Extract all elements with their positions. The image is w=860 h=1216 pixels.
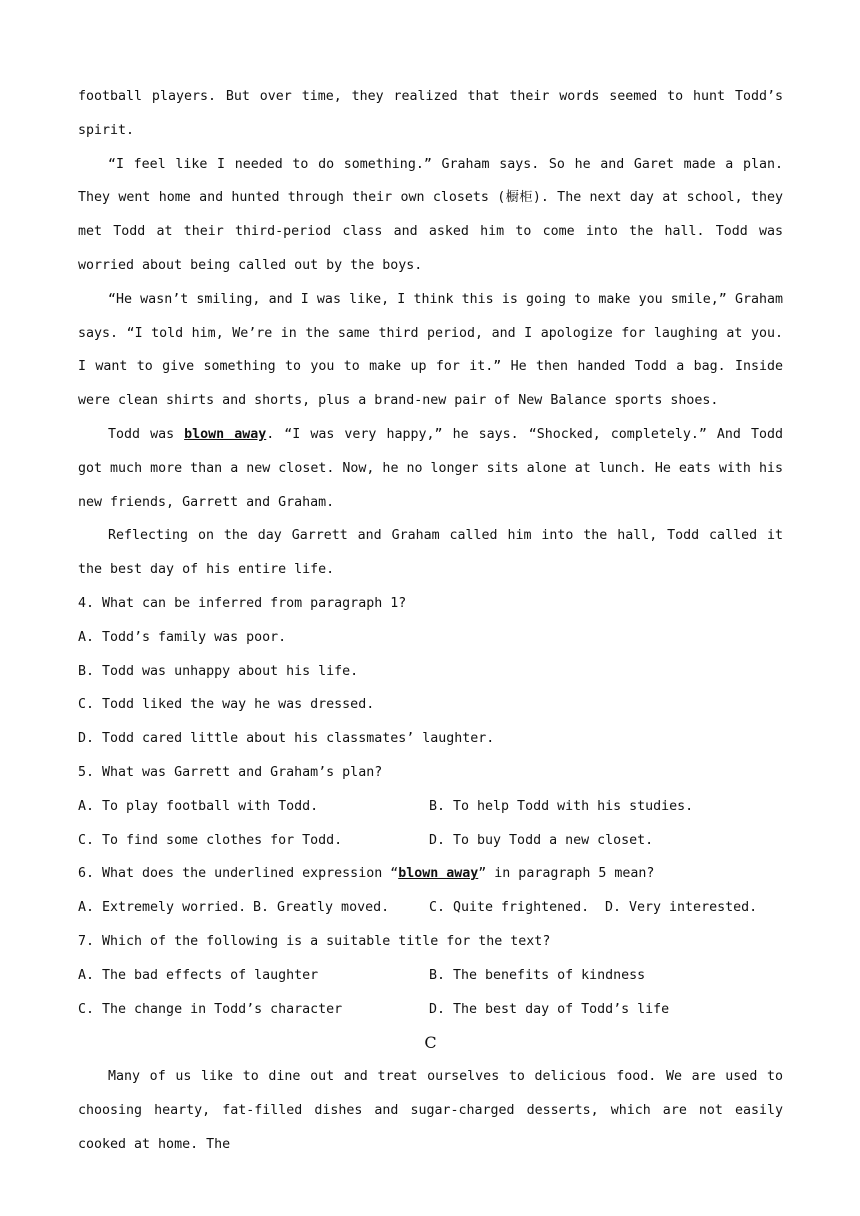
paragraph: “I feel like I needed to do something.” Graham says. So he and Garet made a plan. They went home and hunted through their own closets (橱柜). The next day at school, they met Todd at their third-period class and asked him to come into the hall. Todd was worried about being called out by the boys. — [78, 156, 783, 273]
question-text: ” in paragraph 5 mean? — [478, 866, 655, 882]
paragraph: Many of us like to dine out and treat ourselves to delicious food. We are used to choosing hearty, fat-filled dishes and sugar-charged desserts, which are not easily cooked at home. The — [78, 1069, 783, 1152]
paragraph: Reflecting on the day Garrett and Graham called him into the hall, Todd called it the best day of his entire life. — [78, 528, 783, 578]
paragraph: “He wasn’t smiling, and I was like, I think this is going to make you smile,” Graham says. “I told him, We’re in the same third period, and I apologize for laughing at you. I want to give something to you to make up for it.” He then handed Todd a bag. Inside were clean shirts and shorts, plus a brand-new pair of New Balance sports shoes. — [78, 291, 783, 409]
options-row — [78, 959, 783, 993]
underlined-expression: blown away — [184, 426, 267, 442]
options-row — [78, 824, 783, 858]
option-d: D. The best day of Todd’s life — [429, 1001, 670, 1017]
paragraph-text: Todd was — [108, 426, 185, 442]
option-b: B. The benefits of kindness — [429, 967, 646, 983]
options-row — [78, 891, 783, 925]
question-stem: 5. What was Garrett and Graham’s plan? — [78, 764, 383, 780]
option-b: B. Greatly moved. — [253, 900, 390, 916]
option-c: C. Todd liked the way he was dressed. — [78, 697, 375, 713]
option-a: A. Todd’s family was poor. — [78, 629, 287, 645]
option-a: A. Extremely worried. — [78, 900, 247, 916]
question-stem — [78, 857, 783, 891]
section-heading: C — [424, 1033, 437, 1053]
option-c: C. To find some clothes for Todd. — [78, 832, 343, 848]
question-text: 6. What does the underlined expression “ — [78, 866, 399, 882]
question-stem: 4. What can be inferred from paragraph 1? — [78, 595, 407, 611]
option-d: D. Very interested. — [605, 900, 758, 916]
document-page — [78, 80, 783, 1162]
option-d: D. To buy Todd a new closet. — [429, 832, 654, 848]
option-a: A. To play football with Todd. — [78, 798, 319, 814]
options-row — [78, 993, 783, 1027]
option-a: A. The bad effects of laughter — [78, 967, 319, 983]
paragraph — [78, 418, 783, 519]
option-b: B. Todd was unhappy about his life. — [78, 663, 359, 679]
option-d: D. Todd cared little about his classmates’ laughter. — [78, 731, 495, 747]
paragraph: football players. But over time, they realized that their words seemed to hunt Todd’s spirit. — [78, 89, 783, 138]
option-c: C. Quite frightened. — [429, 900, 590, 916]
options-row — [78, 790, 783, 824]
paragraph-text: . “I was very happy,” he says. “Shocked, completely.” And Todd got much more than a new closet. Now, he no longer sits alone at lunch. He eats with his new friends, Garrett and Graham. — [78, 426, 783, 510]
question-stem: 7. Which of the following is a suitable title for the text? — [78, 933, 551, 949]
option-b: B. To help Todd with his studies. — [429, 798, 694, 814]
underlined-expression: blown away — [398, 866, 479, 882]
option-c: C. The change in Todd’s character — [78, 1001, 343, 1017]
